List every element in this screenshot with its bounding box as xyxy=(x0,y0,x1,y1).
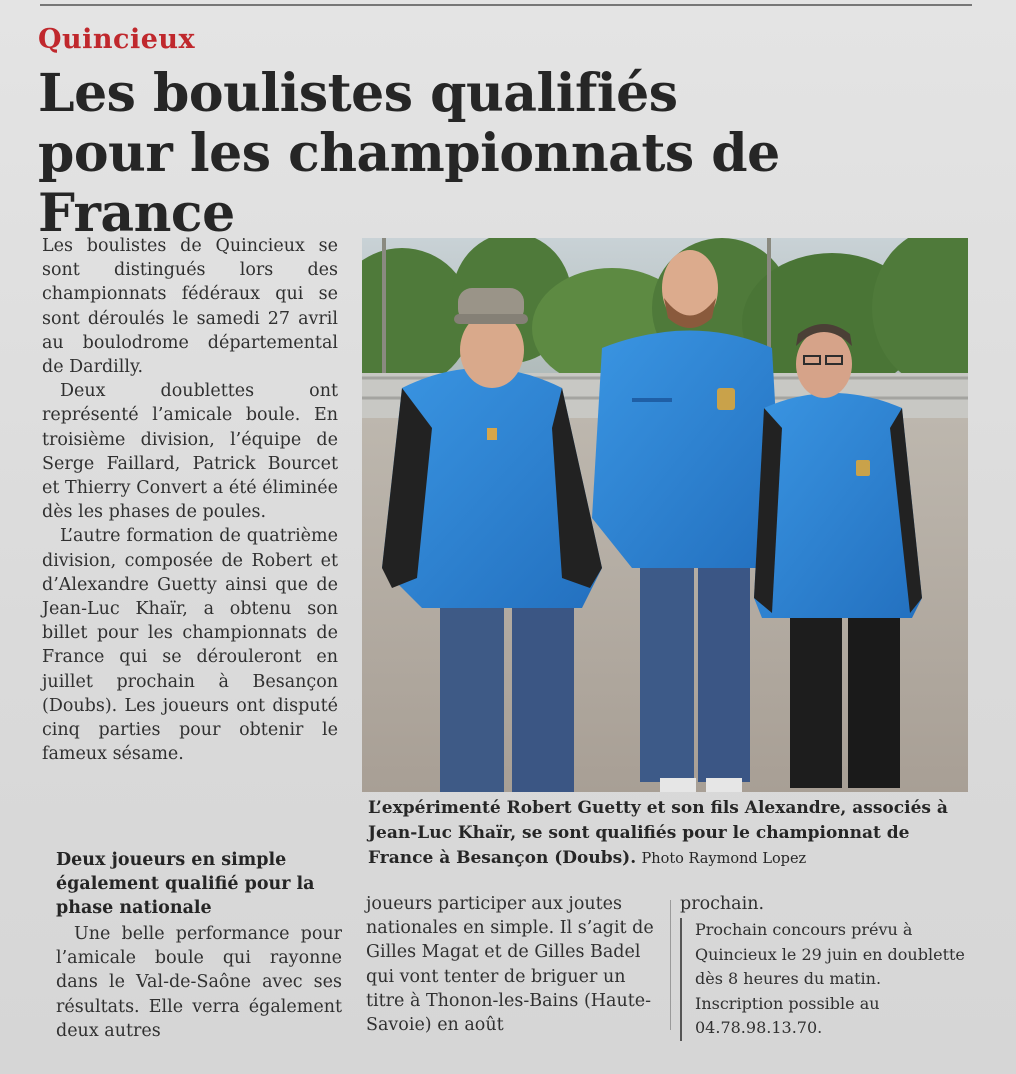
headline xyxy=(38,64,988,244)
article-column-bottom-left xyxy=(56,922,342,1043)
location-kicker: Quincieux xyxy=(38,24,196,55)
paragraph-2: Deux doublettes ont représenté l’amicale boule. En troisième division, l’équipe de Serge Faillard, Patrick Bourcet et Thierry Convert a été éliminée dès les phases de poules. xyxy=(42,381,338,523)
info-box: Prochain concours prévu à Quincieux le 29 juin en doublette dès 8 heures du matin. Inscription possible au 04.78.98.13.70. xyxy=(680,918,970,1041)
column-divider xyxy=(670,900,671,1030)
headline-line-2: pour les championnats de France xyxy=(38,123,780,244)
article-column-left xyxy=(42,234,338,766)
caption-text: L’expérimenté Robert Guetty et son fils Alexandre, associés à Jean-Luc Khaïr, se sont qualifiés pour le championnat de France à Besançon (Doubs). xyxy=(368,798,948,868)
team-photo xyxy=(362,238,968,792)
top-rule xyxy=(40,4,972,6)
paragraph-1: Les boulistes de Quincieux se sont distingués lors des championnats fédéraux qui se sont déroulés le samedi 27 avril au boulodrome départemental de Dardilly. xyxy=(42,236,338,378)
headline-line-1: Les boulistes qualifiés xyxy=(38,63,678,124)
paragraph-4-part-1: Une belle performance pour l’amicale boule qui rayonne dans le Val-de-Saône avec ses résultats. Elle verra également deux autres xyxy=(56,924,342,1041)
subheading: Deux joueurs en simple également qualifié pour la phase nationale xyxy=(56,850,315,918)
article-column-bottom-middle xyxy=(366,892,656,1037)
paragraph-4-part-3: prochain. xyxy=(680,894,765,914)
paragraph-3: L’autre formation de quatrième division, composée de Robert et d’Alexandre Guetty ainsi que de Jean-Luc Khaïr, a obtenu son billet pour les championnats de France qui se dérouleront en juillet prochain à Besançon (Doubs). Les joueurs ont disputé cinq parties pour obtenir le fameux sésame. xyxy=(42,526,338,765)
article-column-bottom-right xyxy=(680,892,970,1041)
photo-illustration xyxy=(362,238,968,792)
photo-caption xyxy=(368,796,972,872)
paragraph-4-part-2: joueurs participer aux joutes nationales en simple. Il s’agit de Gilles Magat et de Gilles Badel qui vont tenter de briguer un titre à Thonon-les-Bains (Haute-Savoie) en août xyxy=(366,894,654,1036)
photo-credit: Photo Raymond Lopez xyxy=(641,851,807,867)
